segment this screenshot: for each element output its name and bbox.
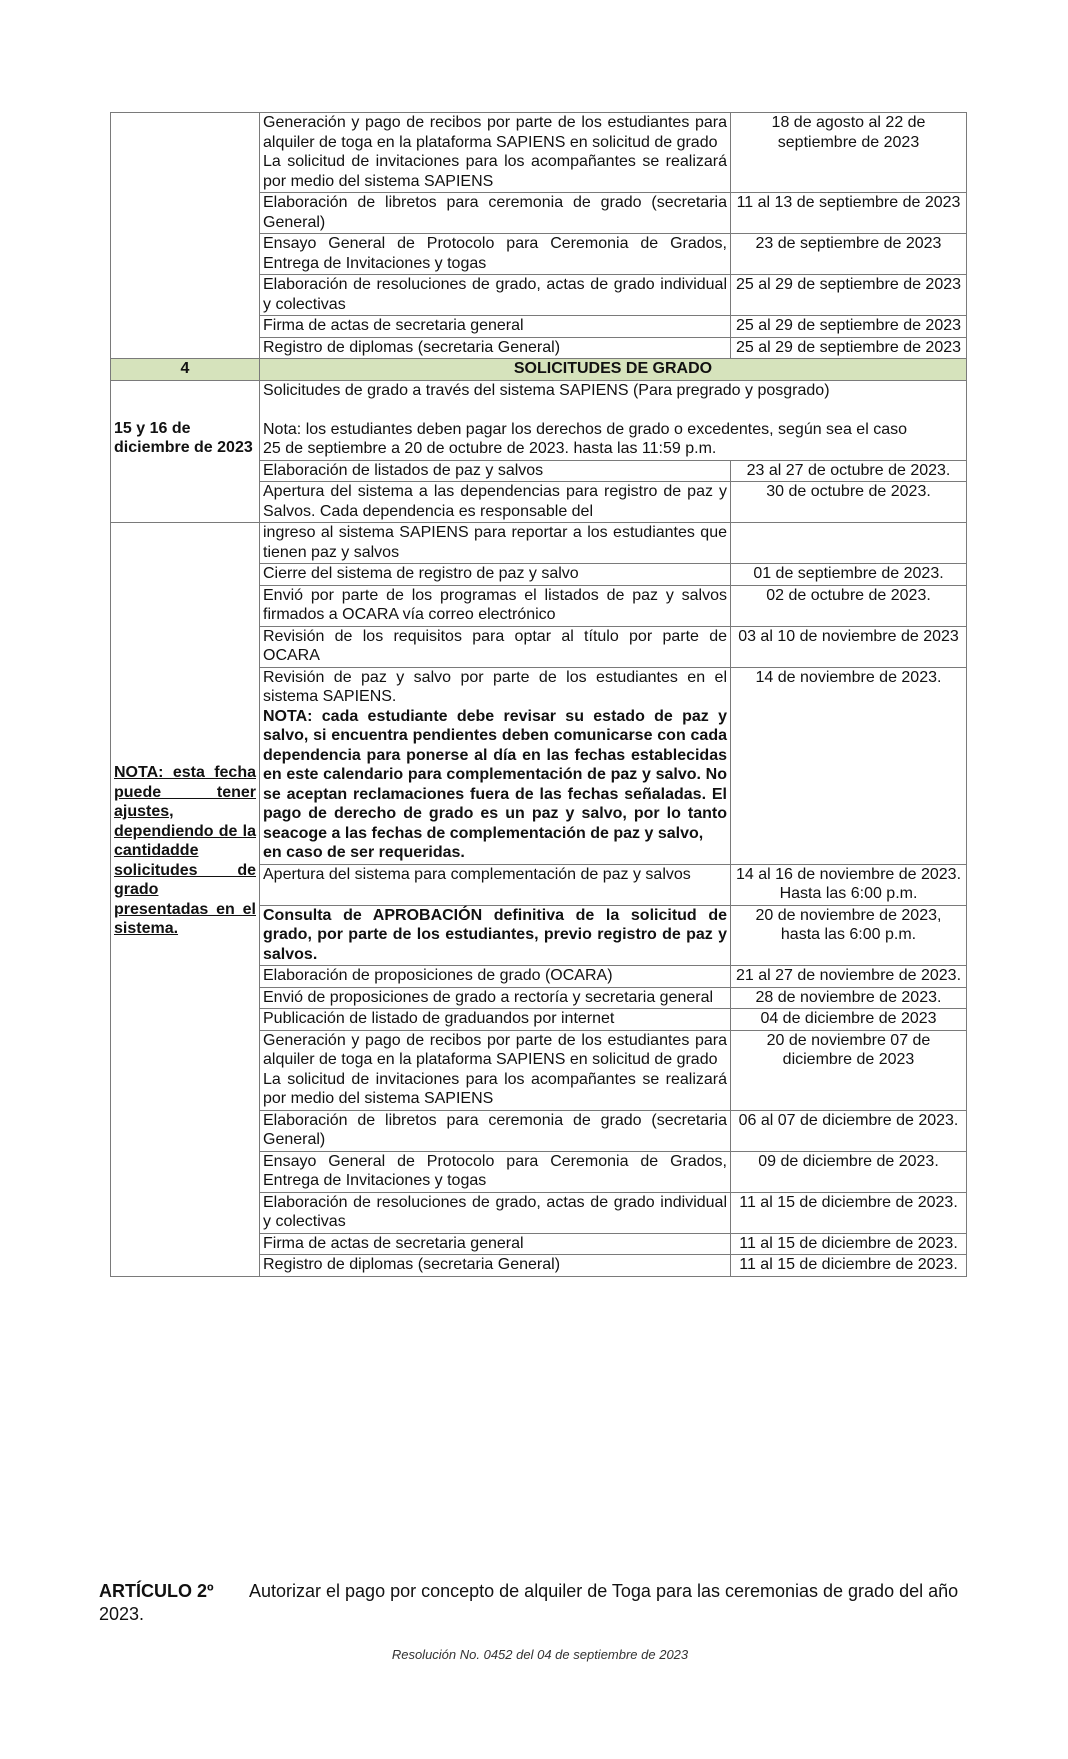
- date-cell: 25 al 29 de septiembre de 2023: [731, 316, 967, 338]
- activity-cell: ingreso al sistema SAPIENS para reportar a los estudiantes que tienen paz y salvos: [260, 523, 731, 564]
- date-cell: 11 al 15 de diciembre de 2023.: [731, 1233, 967, 1255]
- activity-cell: Generación y pago de recibos por parte de los estudiantes para alquiler de toga en la plataforma SAPIENS en solicitud de grado La solicitud de invitaciones para los acompañantes se realizará por medio del sistema SAPIENS: [260, 113, 731, 193]
- activity-cell: Elaboración de proposiciones de grado (OCARA): [260, 966, 731, 988]
- date-cell: 11 al 15 de diciembre de 2023.: [731, 1255, 967, 1277]
- date-cell: 20 de noviembre 07 de diciembre de 2023: [731, 1030, 967, 1110]
- date-cell: 20 de noviembre de 2023, hasta las 6:00 p.m.: [731, 905, 967, 966]
- date-cell: 11 al 13 de septiembre de 2023: [731, 193, 967, 234]
- group-date: 15 y 16 de diciembre de 2023: [114, 419, 253, 456]
- date-cell: 04 de diciembre de 2023: [731, 1009, 967, 1031]
- activity-cell: Firma de actas de secretaria general: [260, 316, 731, 338]
- date-cell: 11 al 15 de diciembre de 2023.: [731, 1192, 967, 1233]
- section-number: 4: [111, 359, 260, 381]
- date-cell: 14 de noviembre de 2023.: [731, 667, 967, 864]
- article-label: ARTÍCULO 2º: [99, 1581, 214, 1601]
- activity-cell: Apertura del sistema a las dependencias para registro de paz y Salvos. Cada dependencia es responsable del: [260, 482, 731, 523]
- table-row: [111, 380, 967, 460]
- activity-cell: Consulta de APROBACIÓN definitiva de la solicitud de grado, por parte de los estudiantes, previo registro de paz y salvos.: [260, 905, 731, 966]
- activity-cell: Solicitudes de grado a través del sistema SAPIENS (Para pregrado y posgrado) Nota: los estudiantes deben pagar los derechos de grado o excedentes, según sea el caso 25 de septiembre a 20 de octubre de 2023. hasta las 11:59 p.m.: [260, 380, 967, 460]
- activity-cell: Publicación de listado de graduandos por internet: [260, 1009, 731, 1031]
- activity-cell: Revisión de los requisitos para optar al título por parte de OCARA: [260, 626, 731, 667]
- date-cell: 09 de diciembre de 2023.: [731, 1151, 967, 1192]
- review-note: cada estudiante debe revisar su estado de paz y salvo, si encuentra pendientes deben comunicarse con cada dependencia para ponerse al día en las fechas establecidas en este calendario para complementación de paz y salvo. No se aceptan reclamaciones fuera de las fechas señaladas. El pago de derecho de grado es un paz y salvo, por lo tanto seacoge a las fechas de complementación de paz y salvo, en caso de ser requeridas.: [263, 707, 727, 861]
- footer-resolution: Resolución No. 0452 del 04 de septiembre de 2023: [391, 1647, 689, 1662]
- group-note-cell: [111, 523, 260, 1277]
- group-note: NOTA: esta fecha puede tener ajustes, dependiendo de la cantidadde solicitudes de grado presentadas en el sistema.: [114, 764, 256, 937]
- activity-cell: Ensayo General de Protocolo para Ceremonia de Grados, Entrega de Invitaciones y togas: [260, 234, 731, 275]
- activity-cell: Elaboración de resoluciones de grado, actas de grado individual y colectivas: [260, 275, 731, 316]
- date-cell: 23 al 27 de octubre de 2023.: [731, 460, 967, 482]
- activity-cell: Ensayo General de Protocolo para Ceremonia de Grados, Entrega de Invitaciones y togas: [260, 1151, 731, 1192]
- review-note-label: NOTA:: [263, 707, 313, 725]
- date-cell: 02 de octubre de 2023.: [731, 585, 967, 626]
- date-cell: 18 de agosto al 22 de septiembre de 2023: [731, 113, 967, 193]
- activity-cell: Envió de proposiciones de grado a rectoría y secretaria general: [260, 987, 731, 1009]
- date-cell: 30 de octubre de 2023.: [731, 482, 967, 523]
- date-cell: 23 de septiembre de 2023: [731, 234, 967, 275]
- activity-cell: Apertura del sistema para complementación de paz y salvos: [260, 864, 731, 905]
- date-cell: 28 de noviembre de 2023.: [731, 987, 967, 1009]
- date-cell: 25 al 29 de septiembre de 2023: [731, 337, 967, 359]
- calendar-table: [110, 112, 967, 1277]
- activity-cell: Elaboración de libretos para ceremonia de grado (secretaria General): [260, 1110, 731, 1151]
- activity-cell: Envió por parte de los programas el listados de paz y salvos firmados a OCARA vía correo electrónico: [260, 585, 731, 626]
- activity-cell: [260, 667, 731, 864]
- activity-cell: Elaboración de libretos para ceremonia de grado (secretaria General): [260, 193, 731, 234]
- activity-cell: Generación y pago de recibos por parte de los estudiantes para alquiler de toga en la plataforma SAPIENS en solicitud de grado La solicitud de invitaciones para los acompañantes se realizará por medio del sistema SAPIENS: [260, 1030, 731, 1110]
- activity-cell: Cierre del sistema de registro de paz y salvo: [260, 564, 731, 586]
- activity-cell: Registro de diplomas (secretaria General): [260, 1255, 731, 1277]
- section-title: SOLICITUDES DE GRADO: [260, 359, 967, 381]
- activity-cell: Firma de actas de secretaria general: [260, 1233, 731, 1255]
- activity-cell: Elaboración de listados de paz y salvos: [260, 460, 731, 482]
- article-2: [99, 1580, 959, 1626]
- date-cell: 21 al 27 de noviembre de 2023.: [731, 966, 967, 988]
- article-text: Autorizar el pago por concepto de alquiler de Toga para las ceremonias de grado del año 2023.: [99, 1581, 959, 1624]
- table-row: [111, 113, 967, 193]
- date-cell: 25 al 29 de septiembre de 2023: [731, 275, 967, 316]
- review-activity: Revisión de paz y salvo por parte de los estudiantes en el sistema SAPIENS.: [263, 668, 727, 705]
- section-row: [111, 359, 967, 381]
- date-cell: 06 al 07 de diciembre de 2023.: [731, 1110, 967, 1151]
- activity-cell: Elaboración de resoluciones de grado, actas de grado individual y colectivas: [260, 1192, 731, 1233]
- activity-cell: Registro de diplomas (secretaria General): [260, 337, 731, 359]
- group-date-cell: [111, 380, 260, 523]
- date-cell: 01 de septiembre de 2023.: [731, 564, 967, 586]
- date-cell: 14 al 16 de noviembre de 2023. Hasta las 6:00 p.m.: [731, 864, 967, 905]
- table-row: [111, 523, 967, 564]
- left-cell-empty: [111, 113, 260, 359]
- date-cell: [731, 523, 967, 564]
- date-cell: 03 al 10 de noviembre de 2023: [731, 626, 967, 667]
